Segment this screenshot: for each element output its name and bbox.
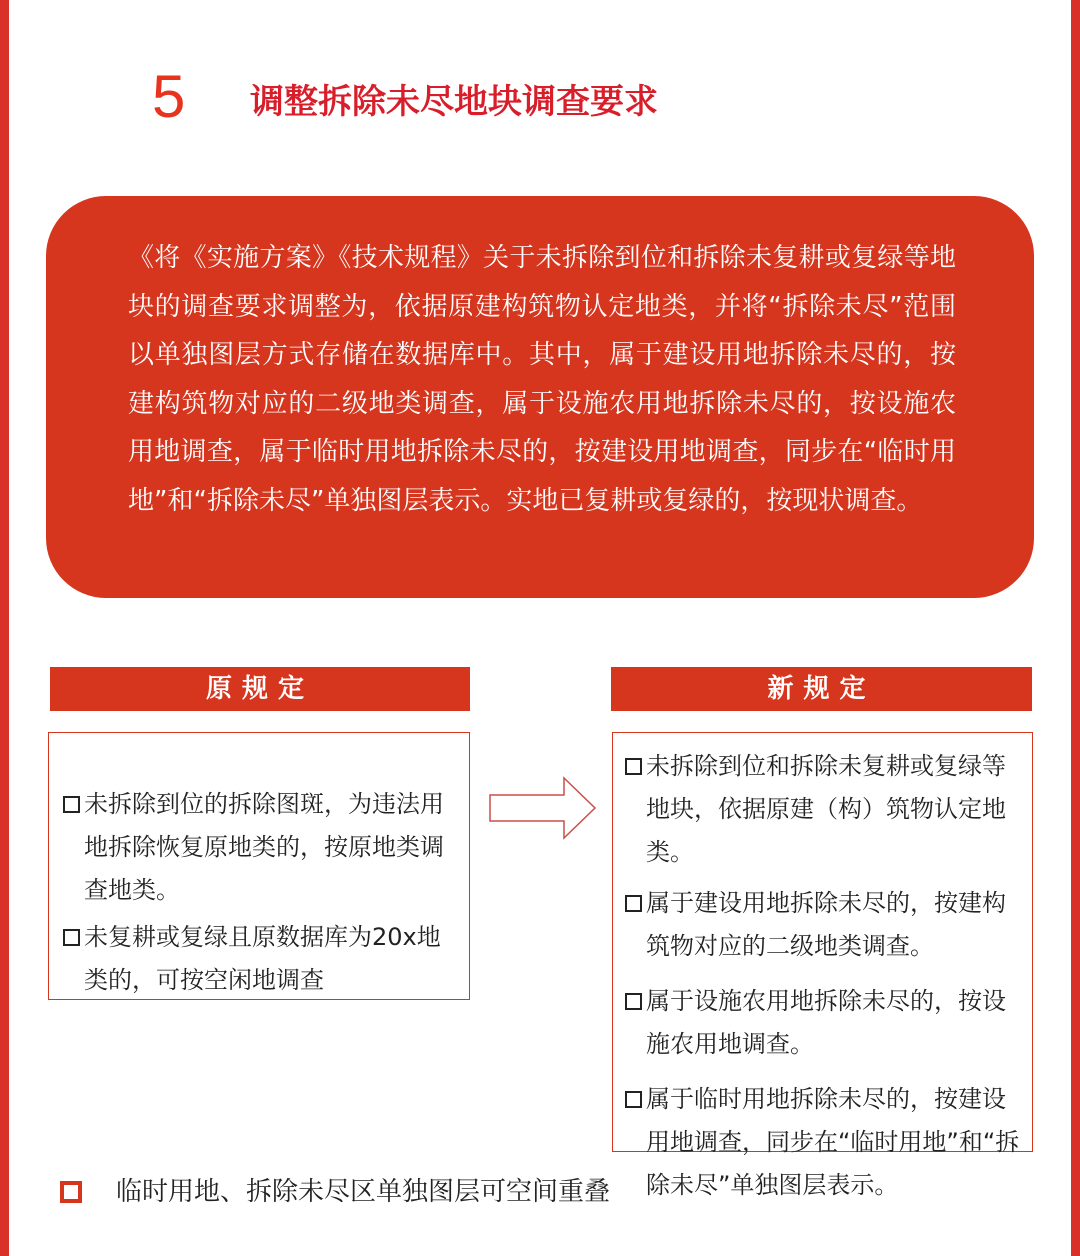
new-rule-item	[623, 1078, 1028, 1207]
summary-text: 《将《实施方案》《技术规程》关于未拆除到位和拆除未复耕或复绿等地块的调查要求调整为，依据原建构筑物认定地类，并将“拆除未尽”范围以单独图层方式存储在数据库中。其中，属于建设用地拆除未尽的，按建构筑物对应的二级地类调查，属于设施农用地拆除未尽的，按设施农用地调查，属于临时用地拆除未尽的，按建设用地调查，同步在“临时用地”和“拆除未尽”单独图层表示。实地已复耕或复绿的，按现状调查。	[128, 243, 956, 516]
new-rule-item	[623, 882, 1028, 968]
old-rules-box	[48, 732, 470, 1000]
checkbox-square-icon	[63, 796, 80, 813]
new-rule-text: 属于临时用地拆除未尽的，按建设用地调查，同步在“临时用地”和“拆除未尽”单独图层表示。	[646, 1085, 1020, 1199]
old-rule-item	[61, 783, 459, 912]
checkbox-square-icon	[625, 895, 642, 912]
footer-note	[60, 1172, 610, 1212]
footer-note-text: 临时用地、拆除未尽区单独图层可空间重叠	[116, 1177, 611, 1207]
arrow-right-icon	[488, 775, 598, 841]
checkbox-square-icon	[625, 1091, 642, 1108]
page-frame-left	[0, 0, 9, 1256]
old-rule-text: 未复耕或复绿且原数据库为20x地类的，可按空闲地调查	[84, 923, 441, 994]
new-rule-item	[623, 980, 1028, 1066]
red-square-bullet-icon	[60, 1181, 82, 1203]
new-rules-box	[612, 732, 1033, 1199]
new-rule-text: 属于设施农用地拆除未尽的，按设施农用地调查。	[646, 987, 1006, 1058]
page-frame-right	[1071, 0, 1080, 1256]
section-title: 调整拆除未尽地块调查要求	[250, 82, 658, 122]
old-rule-item	[61, 916, 459, 1002]
checkbox-square-icon	[625, 993, 642, 1010]
checkbox-square-icon	[63, 929, 80, 946]
summary-box	[46, 196, 1034, 598]
new-rule-text: 未拆除到位和拆除未复耕或复绿等地块，依据原建（构）筑物认定地类。	[646, 752, 1006, 866]
new-rules-heading: 新规定	[611, 667, 1032, 711]
old-rules-heading: 原规定	[50, 667, 470, 711]
old-rule-text: 未拆除到位的拆除图斑，为违法用地拆除恢复原地类的，按原地类调查地类。	[84, 790, 444, 904]
section-number: 5	[152, 63, 186, 130]
new-rule-text: 属于建设用地拆除未尽的，按建构筑物对应的二级地类调查。	[646, 889, 1006, 960]
checkbox-square-icon	[625, 758, 642, 775]
new-rule-item	[623, 745, 1028, 874]
